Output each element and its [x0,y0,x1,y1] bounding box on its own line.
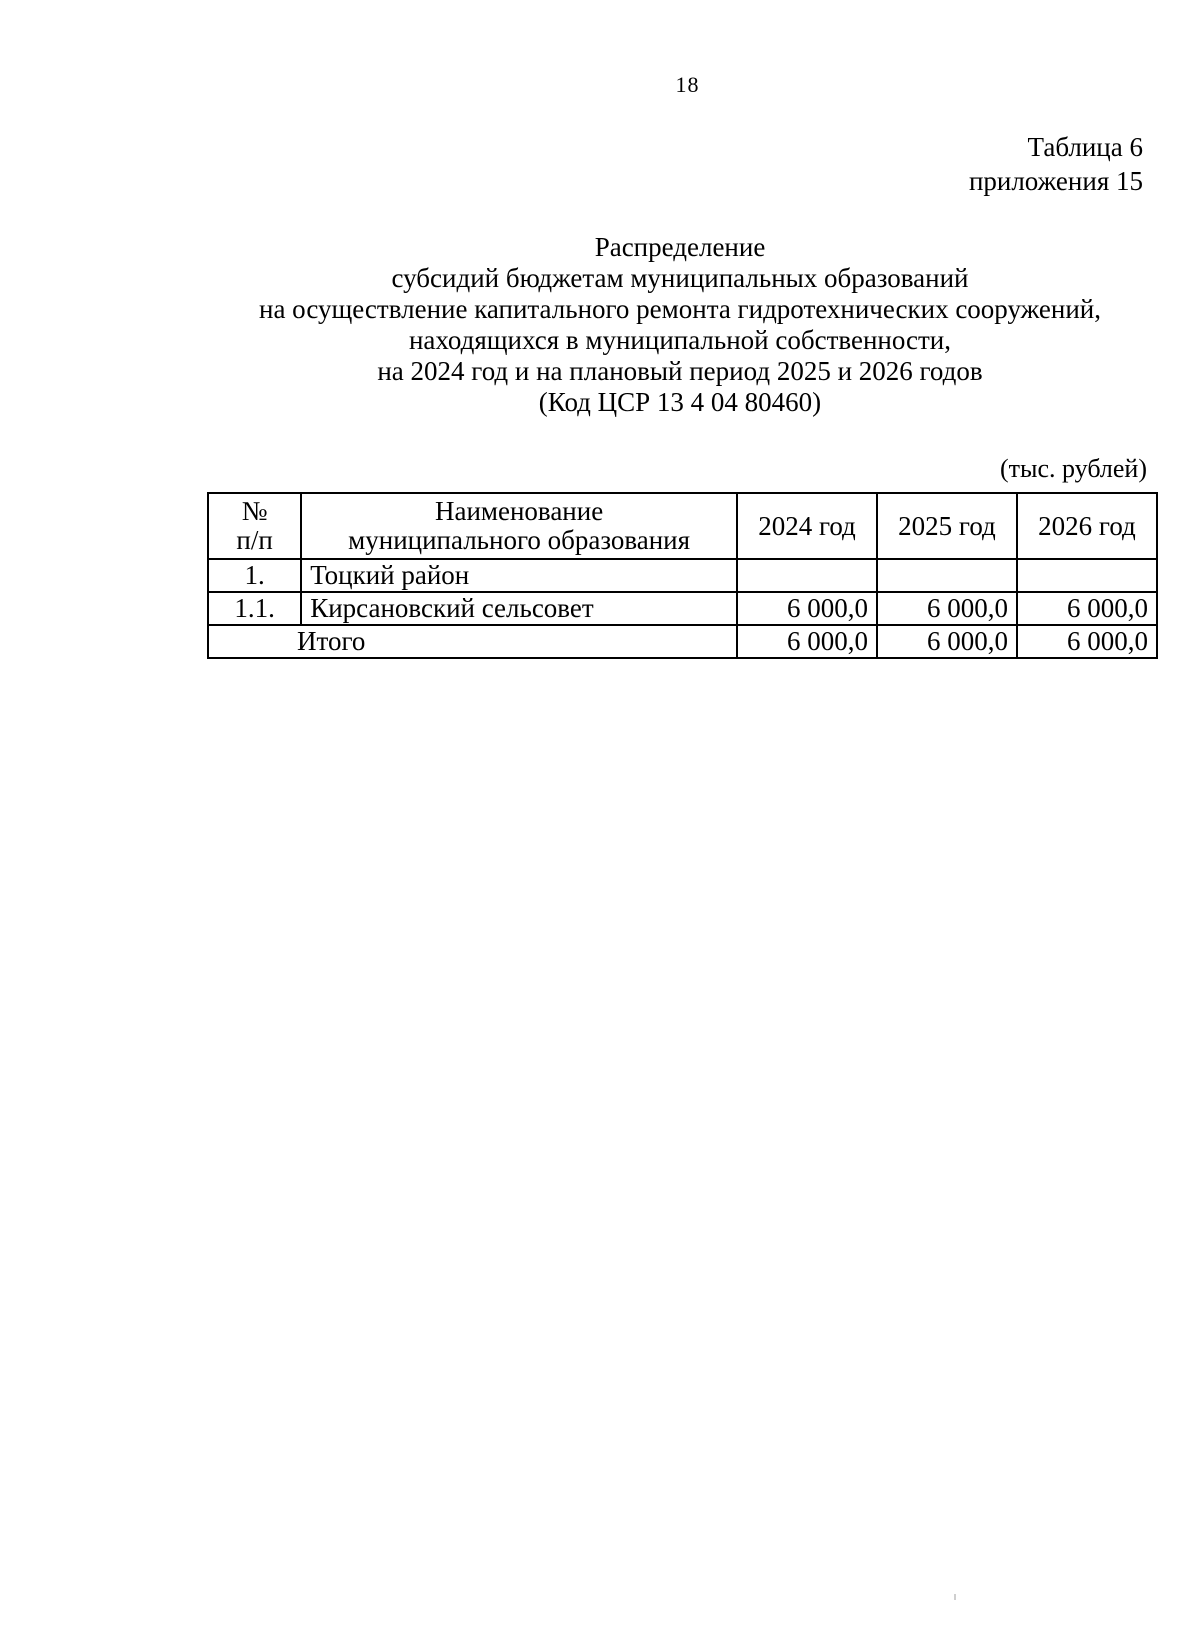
title-line: субсидий бюджетам муниципальных образований [391,263,969,293]
table-row [208,559,1157,592]
row-number: 1. [208,559,301,592]
table-reference-line1: Таблица 6 [1027,132,1143,162]
page-number: 18 [675,72,700,97]
units-label: (тыс. рублей) [999,454,1147,483]
table-reference-line2: приложения 15 [968,166,1143,196]
header-year-2026: 2026 год [1017,493,1157,559]
total-row [208,625,1157,658]
table-header [208,493,1157,559]
header-year-2025: 2025 год [877,493,1017,559]
header-row [208,493,1157,559]
title-line: на осуществление капитального ремонта гидротехнических сооружений, [259,294,1101,324]
title-line: Распределение [594,232,766,262]
row-value-2024: 6 000,0 [737,592,877,625]
subsidy-table [207,492,1158,659]
header-number [208,493,301,559]
header-number-line2: п/п [236,525,273,555]
title-line: на 2024 год и на плановый период 2025 и 2026 годов [377,356,983,386]
row-value-2026: 6 000,0 [1017,592,1157,625]
total-value-2024: 6 000,0 [737,625,877,658]
row-value-2024 [737,559,877,592]
total-label: Итого [208,625,737,658]
title-line: (Код ЦСР 13 4 04 80460) [538,387,822,417]
row-value-2026 [1017,559,1157,592]
header-name-line1: Наименование [434,496,604,526]
row-number: 1.1. [208,592,301,625]
document-title [200,232,1160,418]
title-line: находящихся в муниципальной собственности, [408,325,952,355]
total-value-2025: 6 000,0 [877,625,1017,658]
header-name-line2: муниципального образования [348,525,691,555]
table-reference [969,130,1143,198]
row-name: Кирсановский сельсовет [301,592,737,625]
total-value-2026: 6 000,0 [1017,625,1157,658]
header-number-line1: № [241,496,268,526]
scan-artifact [954,1594,956,1600]
table-row [208,592,1157,625]
row-value-2025 [877,559,1017,592]
table-body [208,559,1157,658]
row-name: Тоцкий район [301,559,737,592]
header-year-2024: 2024 год [737,493,877,559]
row-value-2025: 6 000,0 [877,592,1017,625]
header-name [301,493,737,559]
